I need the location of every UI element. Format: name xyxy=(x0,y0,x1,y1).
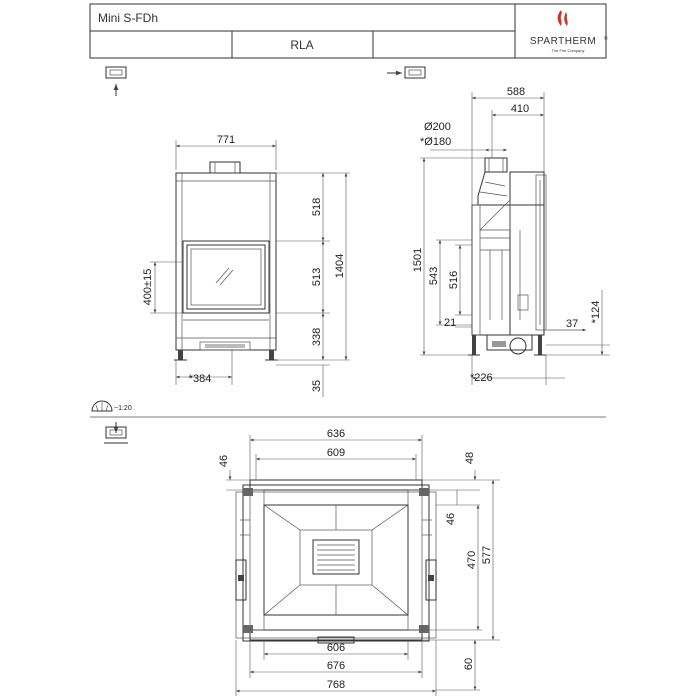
dim-d180: *Ø180 xyxy=(420,136,452,148)
dim-518: 518 xyxy=(311,197,323,217)
front-view-symbol-icon xyxy=(106,67,126,96)
dim-513: 513 xyxy=(311,267,323,287)
dim-1404: 1404 xyxy=(334,253,346,279)
dim-226: *226 xyxy=(470,372,493,384)
dim-46-right: 46 xyxy=(445,512,457,526)
dim-676: 676 xyxy=(326,660,346,672)
dim-470: 470 xyxy=(466,550,478,570)
dim-48: 48 xyxy=(464,451,476,465)
dim-577: 577 xyxy=(481,545,493,565)
dim-516: 516 xyxy=(448,270,460,290)
dim-771: 771 xyxy=(216,134,236,146)
side-view-dimensions xyxy=(412,86,610,385)
dim-384: *384 xyxy=(188,373,212,385)
plan-view-symbol-icon xyxy=(104,422,128,443)
dim-400-15: 400±15 xyxy=(142,268,154,306)
dim-609: 609 xyxy=(326,447,346,459)
dim-588: 588 xyxy=(506,86,526,98)
dim-410: 410 xyxy=(510,103,530,115)
variant-label: RLA xyxy=(290,38,314,52)
plan-view xyxy=(236,480,436,643)
dim-46-left: 46 xyxy=(218,454,230,468)
title-block xyxy=(90,4,608,58)
dim-60: 60 xyxy=(463,657,475,671)
dim-1501: 1501 xyxy=(412,247,424,273)
dim-768: 768 xyxy=(326,679,346,691)
dim-35: 35 xyxy=(311,379,323,393)
dim-543: 543 xyxy=(428,266,440,286)
dim-124: *124 xyxy=(590,300,602,324)
dim-37: 37 xyxy=(566,318,579,330)
brand-registered: ® xyxy=(604,36,608,42)
dim-606: 606 xyxy=(326,642,346,654)
side-view-symbol-icon xyxy=(387,67,425,78)
dim-21: 21 xyxy=(444,317,457,329)
front-view xyxy=(174,162,278,360)
brand-tagline: The Fire Company xyxy=(551,48,585,53)
model-name: Mini S-FDh xyxy=(98,11,159,25)
dim-338: 338 xyxy=(311,327,323,347)
scale-label: ~1:20 xyxy=(114,405,132,412)
dim-636: 636 xyxy=(326,428,346,440)
spartherm-flame-icon xyxy=(558,10,568,26)
dim-d200: Ø200 xyxy=(424,121,451,133)
scale-symbol-icon xyxy=(92,401,132,412)
side-view xyxy=(468,158,546,355)
brand-name: SPARTHERM xyxy=(529,36,597,47)
